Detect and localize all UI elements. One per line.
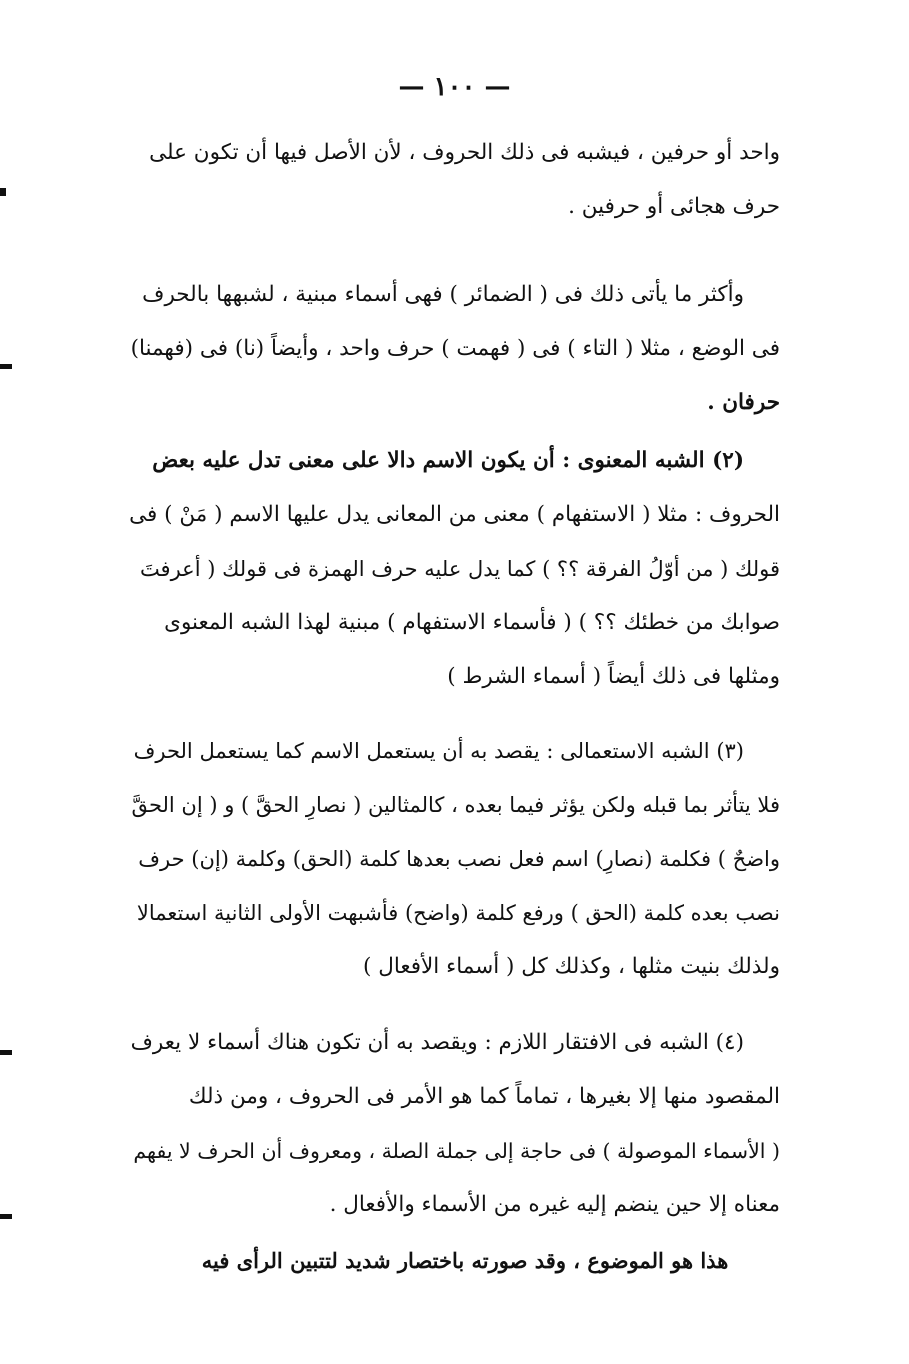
- margin-mark: [0, 1050, 12, 1055]
- paragraph-3: [128, 434, 780, 704]
- closing-line: هذا هو الموضوع ، وقد صورته باختصار شديد لتتبين الرأى فيه: [201, 1248, 729, 1273]
- margin-mark: [0, 1214, 12, 1219]
- paragraph-2: [128, 268, 780, 430]
- paragraph-1: [128, 126, 780, 234]
- text-line: (٤) الشبه فى الافتقار اللازم : ويقصد به أن تكون هناك أسماء لا يعرف: [130, 1030, 744, 1055]
- page-number: — ١٠٠ —: [398, 72, 511, 102]
- text-line: واحد أو حرفين ، فيشبه فى ذلك الحروف ، لأن الأصل فيها أن تكون على: [149, 140, 780, 165]
- text-line: واضحٌ ) فكلمة (نصارِ) اسم فعل نصب بعدها كلمة (الحق) وكلمة (إن) حرف: [138, 847, 780, 871]
- text-line: الحروف : مثلا ( الاستفهام ) معنى من المعانى يدل عليها الاسم ( مَنْ ) فى: [129, 502, 780, 527]
- text-line: (٢) الشبه المعنوى : أن يكون الاسم دالا على معنى تدل عليه بعض: [152, 448, 744, 473]
- text-line: حرف هجائى أو حرفين .: [568, 194, 780, 219]
- text-line: معناه إلا حين ينضم إليه غيره من الأسماء والأفعال .: [329, 1192, 780, 1217]
- paragraph-5: [128, 1016, 780, 1232]
- text-line: نصب بعده كلمة (الحق ) ورفع كلمة (واضح) فأشبهت الأولى الثانية استعمالا: [136, 901, 780, 925]
- text-line: فلا يتأثر بما قبله ولكن يؤثر فيما بعده ، كالمثالين ( نصارِ الحقَّ ) و ( إن الحقَّ: [131, 793, 780, 817]
- text-line: (٣) الشبه الاستعمالى : يقصد به أن يستعمل الاسم كما يستعمل الحرف: [133, 739, 744, 763]
- margin-mark: [0, 188, 6, 196]
- text-line: ( الأسماء الموصولة ) فى حاجة إلى جملة الصلة ، ومعروف أن الحرف لا يفهم: [133, 1139, 780, 1163]
- text-line: حرفان .: [707, 390, 780, 415]
- text-line: المقصود منها إلا بغيرها ، تماماً كما هو الأمر فى الحروف ، ومن ذلك: [188, 1084, 780, 1109]
- text-line: ومثلها فى ذلك أيضاً ( أسماء الشرط ): [447, 664, 780, 689]
- text-line: قولك ( من أوّلُ الفرقة ؟؟ ) كما يدل عليه حرف الهمزة فى قولك ( أعرفتَ: [139, 557, 780, 581]
- text-line: فى الوضع ، مثلا ( التاء ) فى ( فهمت ) حرف واحد ، وأيضاً (نا) فى (فهمنا): [130, 336, 780, 361]
- margin-mark: [0, 364, 12, 369]
- text-line: صوابك من خطئك ؟؟ ) ( فأسماء الاستفهام ) مبنية لهذا الشبه المعنوى: [164, 610, 780, 635]
- text-line: وأكثر ما يأتى ذلك فى ( الضمائر ) فهى أسماء مبنية ، لشبهها بالحرف: [142, 282, 744, 307]
- paragraph-4: [128, 724, 780, 994]
- text-line: ولذلك بنيت مثلها ، وكذلك كل ( أسماء الأفعال ): [363, 954, 780, 979]
